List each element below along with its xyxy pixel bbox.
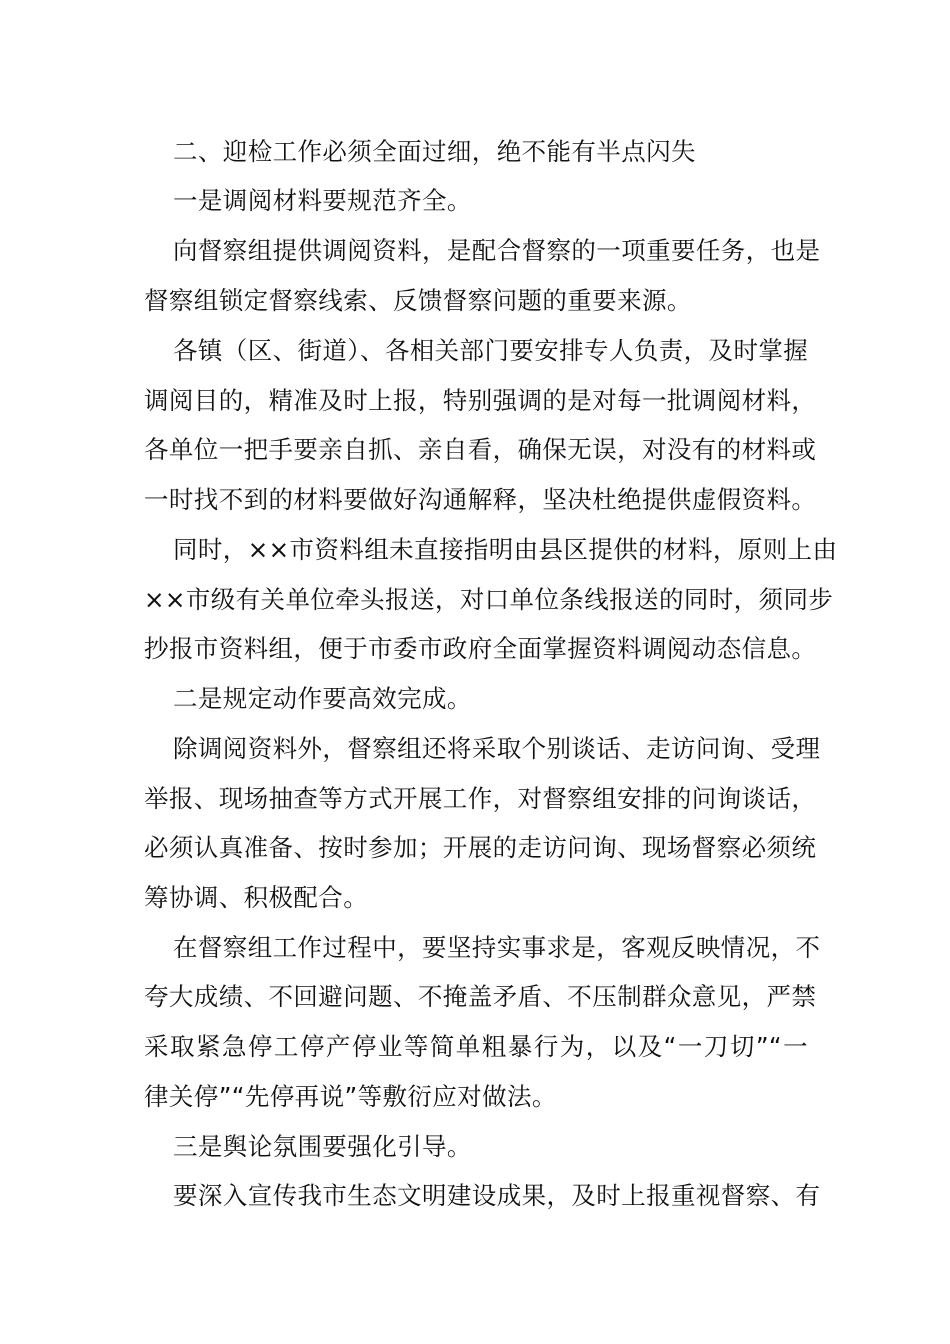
paragraph-line: 除调阅资料外，督察组还将采取个别谈话、走访问询、受理 [173, 734, 821, 763]
paragraph-line: 要深入宣传我市生态文明建设成果，及时上报重视督察、有 [173, 1181, 821, 1210]
paragraph-line: ××市级有关单位牵头报送，对口单位条线报送的同时，须同步 [144, 585, 834, 614]
paragraph-line: 同时，××市资料组未直接指明由县区提供的材料，原则上由 [173, 535, 838, 564]
paragraph-line: 一时找不到的材料要做好沟通解释，坚决杜绝提供虚假资料。 [144, 485, 817, 514]
paragraph-line: 各单位一把手要亲自抓、亲自看，确保无误，对没有的材料或 [144, 435, 817, 464]
paragraph-line: 采取紧急停工停产停业等简单粗暴行为，以及“一刀切”“一 [144, 1032, 808, 1061]
paragraph-line: 举报、现场抽查等方式开展工作，对督察组安排的问询谈话， [144, 784, 817, 813]
paragraph-line: 律关停”“先停再说”等敷衍应对做法。 [144, 1082, 557, 1111]
paragraph-line: 抄报市资料组，便于市委市政府全面掌握资料调阅动态信息。 [144, 634, 817, 663]
paragraph-line: 向督察组提供调阅资料，是配合督察的一项重要任务，也是 [173, 236, 821, 265]
paragraph-line: 夸大成绩、不回避问题、不掩盖矛盾、不压制群众意见，严禁 [144, 982, 817, 1011]
subheading-three: 三是舆论氛围要强化引导。 [173, 1132, 472, 1161]
subheading-two: 二是规定动作要高效完成。 [173, 684, 472, 713]
paragraph-line: 各镇（区、街道）、各相关部门要安排专人负责，及时掌握 [173, 336, 809, 365]
section-heading: 二、迎检工作必须全面过细，绝不能有半点闪失 [173, 137, 696, 166]
paragraph-line: 筹协调、积极配合。 [144, 883, 369, 912]
paragraph-line: 必须认真准备、按时参加；开展的走访问询、现场督察必须统 [144, 833, 817, 862]
paragraph-line: 在督察组工作过程中，要坚持实事求是，客观反映情况，不 [173, 933, 821, 962]
paragraph-line: 调阅目的，精准及时上报，特别强调的是对每一批调阅材料， [144, 386, 817, 415]
subheading-one: 一是调阅材料要规范齐全。 [173, 186, 472, 215]
paragraph-line: 督察组锁定督察线索、反馈督察问题的重要来源。 [144, 286, 692, 315]
